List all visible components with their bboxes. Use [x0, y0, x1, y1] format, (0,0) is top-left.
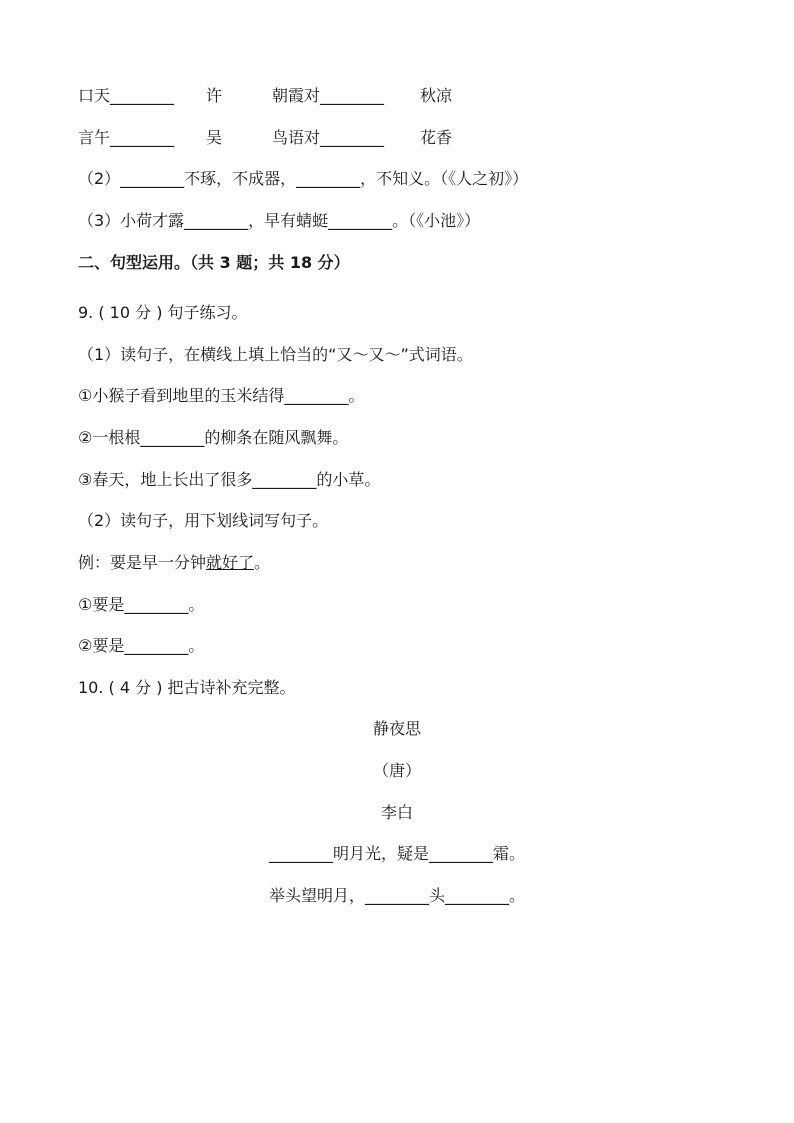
q9-part2-item-1: ①要是________。 [78, 595, 205, 614]
q8-part2-line: （2）________不琢，不成器，________，不知义。（《人之初》） [78, 169, 529, 188]
q9-title: 9. ( 10 分 ) 句子练习。 [78, 303, 248, 322]
poem-dynasty: （唐） [372, 761, 421, 780]
pair-row-2 [78, 126, 734, 150]
pair-row-2-col4: 花香 [420, 128, 453, 147]
q9-part1-item-2: ②一根根________的柳条在随风飘舞。 [78, 428, 349, 447]
pair-row-1-col3: 朝霞对________ [272, 86, 385, 105]
q9-part1-item-1: ①小猴子看到地里的玉米结得________。 [78, 386, 365, 405]
q10-title: 10. ( 4 分 ) 把古诗补充完整。 [78, 678, 296, 697]
pair-row-1-col2: 许 [206, 86, 223, 105]
poem-line-2: 举头望明月，________头________。 [268, 886, 525, 905]
q8-part3-line: （3）小荷才露________，早有蜻蜓________。（《小池》） [78, 211, 481, 230]
poem-title: 静夜思 [372, 719, 421, 738]
pair-row-1-col4: 秋凉 [420, 86, 453, 105]
q9-part2-item-2: ②要是________。 [78, 636, 205, 655]
pair-row-2-col3: 鸟语对________ [272, 128, 385, 147]
poem-author: 李白 [380, 803, 413, 822]
pair-row-2-col1: 言午________ [78, 128, 175, 147]
q9-example-suffix: 。 [254, 553, 271, 572]
pair-row-1-col1: 口天________ [78, 86, 175, 105]
pair-row-2-col2: 吴 [206, 128, 223, 147]
q9-example-underlined: 就好了 [206, 553, 255, 572]
q9-part2-instruction: （2）读句子，用下划线词写句子。 [78, 511, 329, 530]
pair-row-1 [78, 84, 734, 108]
section2-heading: 二、句型运用。（共 3 题；共 18 分） [78, 253, 350, 272]
q9-example-prefix: 例：要是早一分钟 [78, 553, 207, 572]
q9-part1-item-3: ③春天，地上长出了很多________的小草。 [78, 470, 381, 489]
q9-example [78, 551, 734, 575]
poem-line-1: ________明月光，疑是________霜。 [268, 844, 525, 863]
q9-part1-instruction: （1）读句子，在横线上填上恰当的“又～又～”式词语。 [78, 345, 473, 364]
